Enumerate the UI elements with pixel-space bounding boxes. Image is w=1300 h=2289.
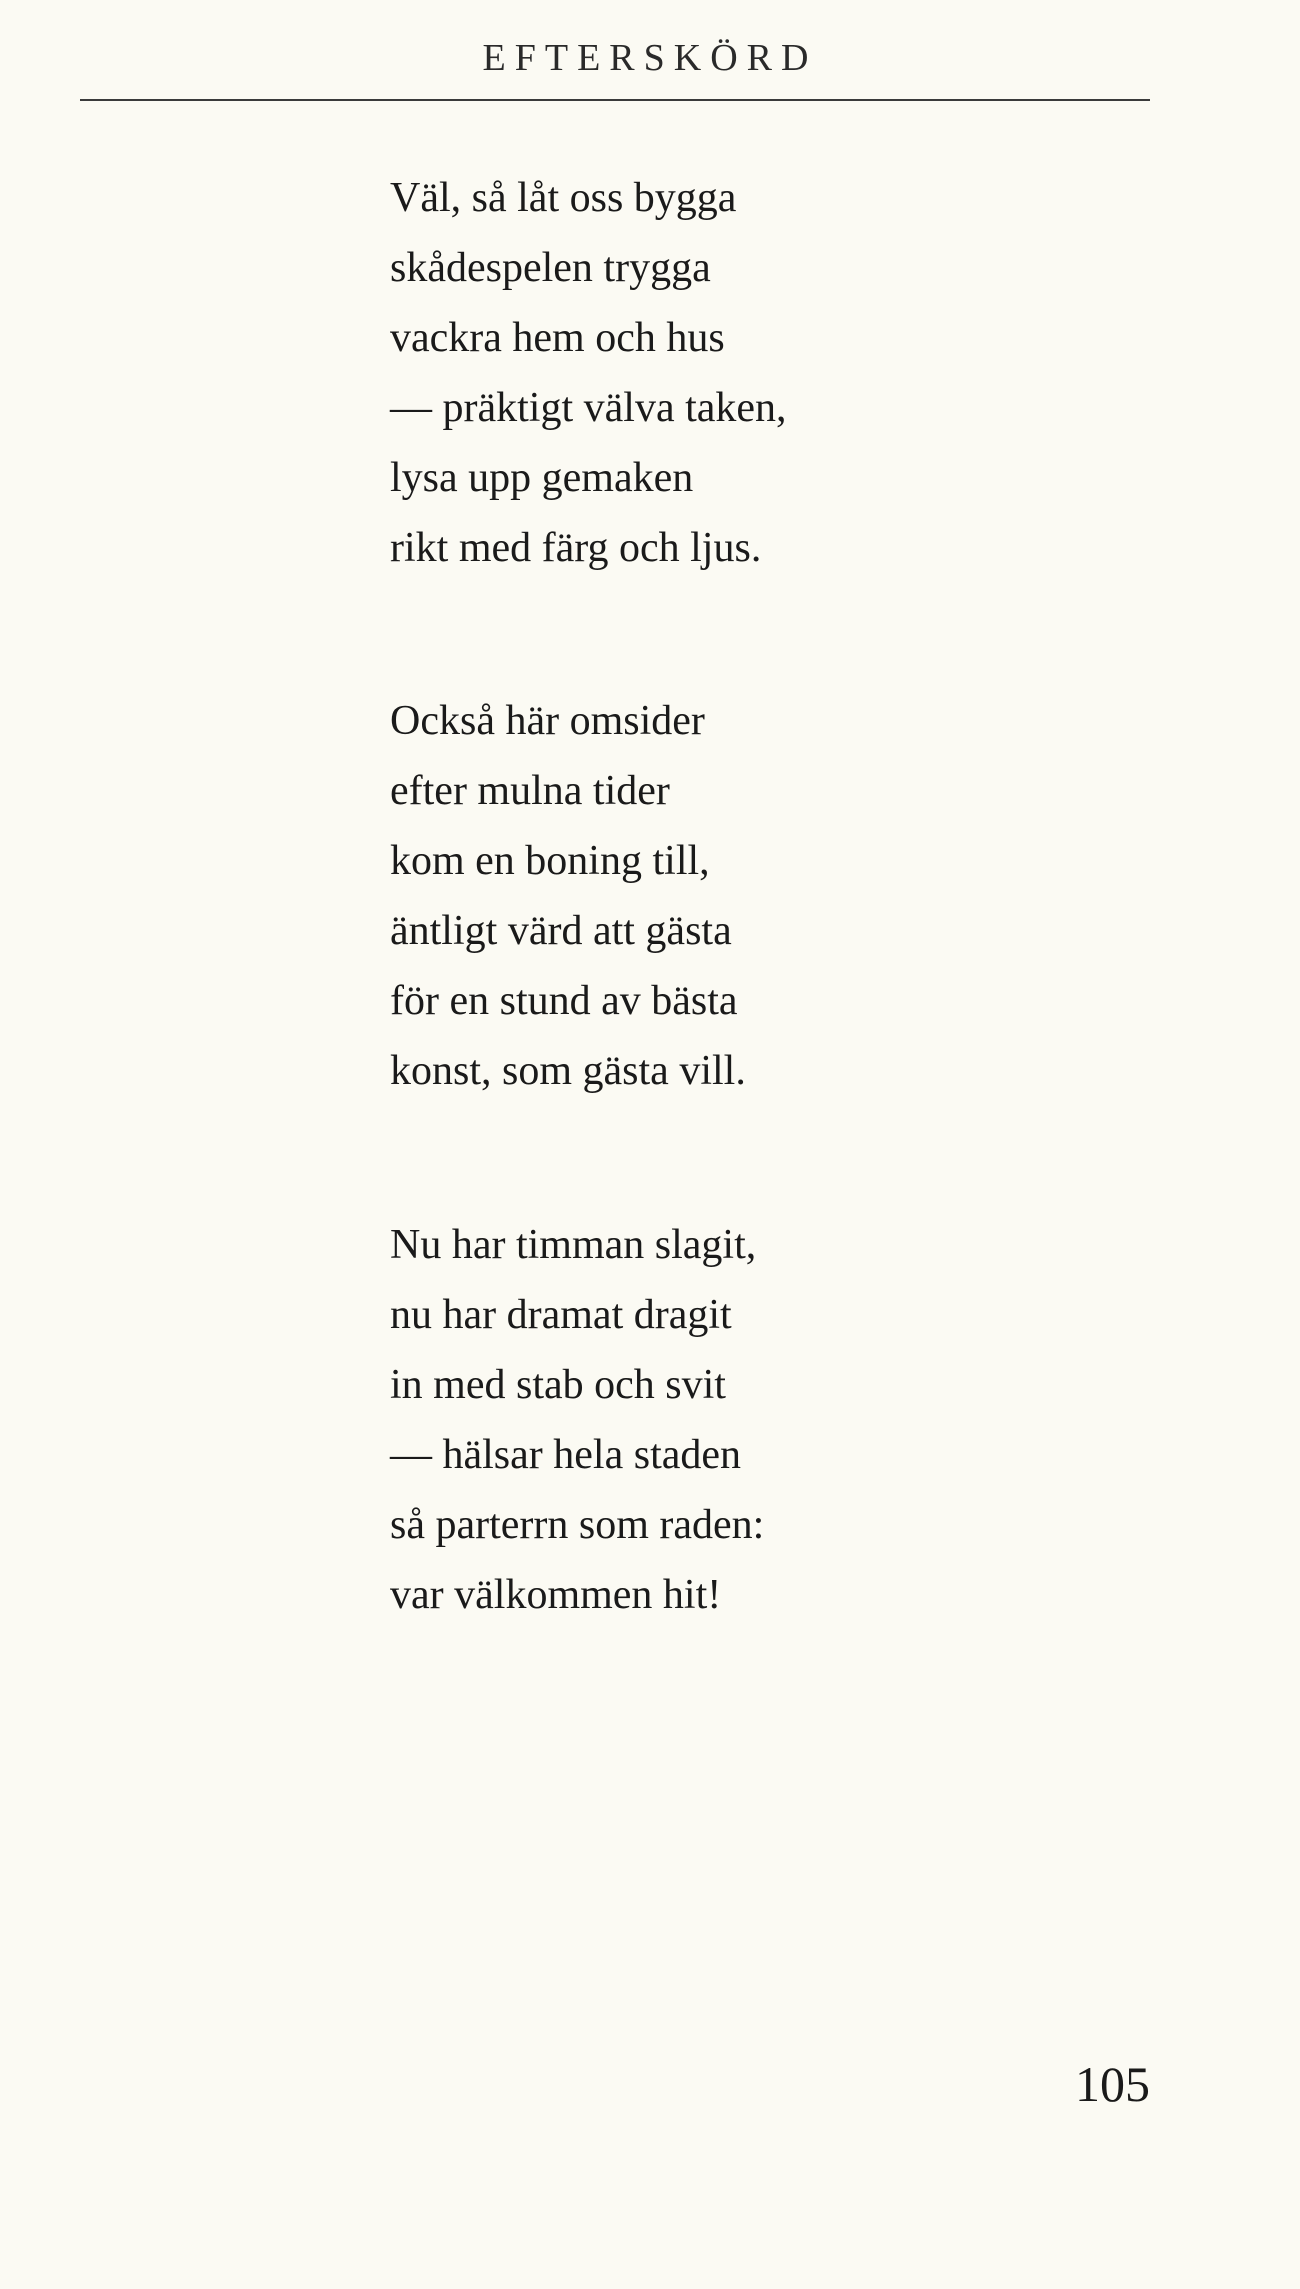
poem-line: äntligt värd att gästa [390, 908, 732, 954]
poem-line: Väl, så låt oss bygga [390, 175, 737, 221]
poem-line: skådespelen trygga [390, 245, 711, 291]
poem-line: in med stab och svit [390, 1362, 726, 1408]
poem-line: kom en boning till, [390, 838, 710, 884]
stanza-1 [390, 163, 787, 583]
poem-line: för en stund av bästa [390, 978, 738, 1024]
poem-line: Nu har timman slagit, [390, 1222, 757, 1268]
poem-line: efter mulna tider [390, 768, 670, 814]
poem-line: — hälsar hela staden [390, 1432, 742, 1478]
poem-line: rikt med färg och ljus. [390, 525, 762, 571]
stanza-2 [390, 686, 746, 1106]
poem-line: — präktigt välva taken, [390, 385, 787, 431]
poem-line: var välkommen hit! [390, 1572, 722, 1618]
poem-line: nu har dramat dragit [390, 1292, 732, 1338]
header-rule [80, 99, 1150, 101]
running-title: EFTERSKÖRD [482, 37, 818, 79]
poem-line: konst, som gästa vill. [390, 1048, 746, 1094]
poem-line: så parterrn som raden: [390, 1502, 765, 1548]
poem-line: Också här omsider [390, 698, 705, 744]
stanza-3 [390, 1210, 764, 1630]
page-number: 105 [1075, 2056, 1150, 2112]
poem-line: lysa upp gemaken [390, 455, 694, 501]
poem-line: vackra hem och hus [390, 315, 725, 361]
